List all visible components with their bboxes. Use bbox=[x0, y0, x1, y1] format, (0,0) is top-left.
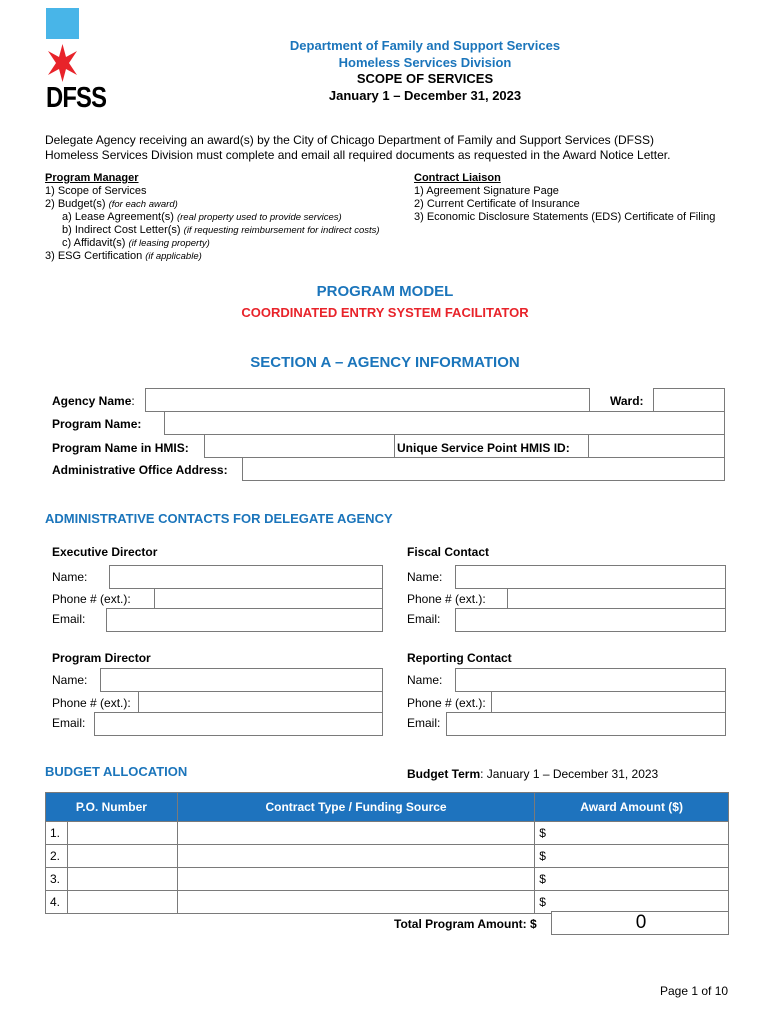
budget-table bbox=[45, 792, 729, 914]
program-model-title: PROGRAM MODEL bbox=[316, 283, 454, 300]
row-number: 1. bbox=[46, 822, 68, 845]
award-amount-cell[interactable]: $ bbox=[535, 868, 729, 891]
total-program-amount-value: 0 bbox=[635, 912, 647, 933]
exec-email-label: Email: bbox=[52, 612, 86, 626]
unique-id-label: Unique Service Point HMIS ID: bbox=[397, 441, 570, 455]
cl-item-1: 1) Agreement Signature Page bbox=[414, 185, 559, 197]
header-date: January 1 – December 31, 2023 bbox=[328, 87, 522, 103]
agency-name-label: Agency Name: bbox=[52, 394, 135, 408]
program-name-field[interactable] bbox=[164, 411, 725, 435]
executive-director-heading: Executive Director bbox=[52, 545, 158, 559]
admin-address-label: Administrative Office Address: bbox=[52, 463, 228, 477]
intro-text bbox=[45, 133, 670, 162]
fiscal-phone-field[interactable] bbox=[507, 588, 726, 610]
page-number: Page 1 of 10 bbox=[660, 984, 729, 998]
pd-email-label: Email: bbox=[52, 716, 86, 730]
table-row bbox=[46, 845, 729, 868]
intro-line-2: Homeless Services Division must complete and email all required documents as requested in the Award Notice Letter. bbox=[45, 147, 671, 162]
budget-header-row bbox=[46, 793, 729, 822]
total-program-amount-label: Total Program Amount: $ bbox=[394, 917, 537, 931]
ward-field[interactable] bbox=[653, 388, 725, 412]
intro-line-1: Delegate Agency receiving an award(s) by the City of Chicago Department of Family and Support Services (DFSS) bbox=[45, 133, 654, 147]
rc-name-label: Name: bbox=[407, 673, 443, 687]
contract-type-cell[interactable] bbox=[177, 891, 534, 914]
header-department: Department of Family and Support Services bbox=[289, 38, 561, 53]
award-amount-cell[interactable]: $ bbox=[535, 845, 729, 868]
logo-text: DFSS bbox=[46, 82, 107, 114]
header-scope: SCOPE OF SERVICES bbox=[356, 71, 494, 86]
rc-name-field[interactable] bbox=[455, 668, 726, 692]
award-amount-cell[interactable]: $ bbox=[535, 822, 729, 845]
fiscal-name-field[interactable] bbox=[455, 565, 726, 589]
reporting-contact-heading: Reporting Contact bbox=[407, 651, 512, 665]
budget-term: Budget Term: January 1 – December 31, 2023 bbox=[407, 767, 659, 781]
unique-id-field[interactable] bbox=[588, 434, 725, 458]
fiscal-phone-label: Phone # (ext.): bbox=[407, 592, 486, 606]
po-number-cell[interactable] bbox=[67, 822, 177, 845]
agency-name-field[interactable] bbox=[145, 388, 590, 412]
logo-square bbox=[46, 8, 79, 39]
admin-address-field[interactable] bbox=[242, 457, 725, 481]
exec-name-label: Name: bbox=[52, 570, 88, 584]
dfss-logo bbox=[46, 8, 107, 114]
award-amount-cell[interactable]: $ bbox=[535, 891, 729, 914]
contract-type-cell[interactable] bbox=[177, 845, 534, 868]
rc-phone-label: Phone # (ext.): bbox=[407, 696, 486, 710]
pd-phone-label: Phone # (ext.): bbox=[52, 696, 131, 710]
header bbox=[200, 38, 650, 104]
contacts-title: ADMINISTRATIVE CONTACTS FOR DELEGATE AGENCY bbox=[45, 511, 393, 526]
pm-item-2b: b) Indirect Cost Letter(s) (if requesting reimbursement for indirect costs) bbox=[62, 224, 380, 236]
pd-name-field[interactable] bbox=[100, 668, 383, 692]
pm-item-1: 1) Scope of Services bbox=[45, 185, 147, 197]
contract-type-cell[interactable] bbox=[177, 868, 534, 891]
section-a-title: SECTION A – AGENCY INFORMATION bbox=[250, 354, 520, 371]
program-name-hmis-field[interactable] bbox=[204, 434, 395, 458]
pd-email-field[interactable] bbox=[94, 712, 383, 736]
exec-phone-field[interactable] bbox=[154, 588, 383, 610]
po-number-cell[interactable] bbox=[67, 845, 177, 868]
contract-type-cell[interactable] bbox=[177, 822, 534, 845]
table-row bbox=[46, 868, 729, 891]
program-manager-heading: Program Manager bbox=[45, 172, 139, 184]
rc-phone-field[interactable] bbox=[491, 691, 726, 713]
award-amount-header: Award Amount ($) bbox=[535, 793, 729, 822]
program-model-subtitle: COORDINATED ENTRY SYSTEM FACILITATOR bbox=[241, 305, 529, 320]
contract-type-header: Contract Type / Funding Source bbox=[177, 793, 534, 822]
pm-item-2: 2) Budget(s) (for each award) bbox=[45, 198, 178, 210]
contract-liaison-heading: Contract Liaison bbox=[414, 172, 501, 184]
pm-item-2a: a) Lease Agreement(s) (real property used to provide services) bbox=[62, 211, 342, 223]
star-icon bbox=[46, 42, 79, 84]
fiscal-name-label: Name: bbox=[407, 570, 443, 584]
po-number-header: P.O. Number bbox=[46, 793, 178, 822]
row-number: 3. bbox=[46, 868, 68, 891]
cl-item-2: 2) Current Certificate of Insurance bbox=[414, 198, 580, 210]
exec-phone-label: Phone # (ext.): bbox=[52, 592, 131, 606]
po-number-cell[interactable] bbox=[67, 868, 177, 891]
program-manager-list bbox=[45, 172, 380, 263]
program-name-hmis-label: Program Name in HMIS: bbox=[52, 441, 189, 455]
rc-email-label: Email: bbox=[407, 716, 441, 730]
program-name-label: Program Name: bbox=[52, 417, 142, 431]
fiscal-email-field[interactable] bbox=[455, 608, 726, 632]
po-number-cell[interactable] bbox=[67, 891, 177, 914]
fiscal-email-label: Email: bbox=[407, 612, 441, 626]
row-number: 4. bbox=[46, 891, 68, 914]
pd-name-label: Name: bbox=[52, 673, 88, 687]
fiscal-contact-heading: Fiscal Contact bbox=[407, 545, 490, 559]
pm-item-3: 3) ESG Certification (if applicable) bbox=[45, 250, 202, 262]
row-number: 2. bbox=[46, 845, 68, 868]
contract-liaison-list bbox=[414, 172, 715, 224]
header-division: Homeless Services Division bbox=[338, 54, 512, 70]
budget-title: BUDGET ALLOCATION bbox=[45, 764, 188, 779]
cl-item-3: 3) Economic Disclosure Statements (EDS) Certificate of Filing bbox=[414, 211, 716, 223]
exec-email-field[interactable] bbox=[106, 608, 383, 632]
program-director-heading: Program Director bbox=[52, 651, 151, 665]
ward-label: Ward: bbox=[610, 394, 644, 408]
exec-name-field[interactable] bbox=[109, 565, 383, 589]
rc-email-field[interactable] bbox=[446, 712, 726, 736]
pd-phone-field[interactable] bbox=[138, 691, 383, 713]
pm-item-2c: c) Affidavit(s) (if leasing property) bbox=[62, 237, 210, 249]
table-row bbox=[46, 822, 729, 845]
total-program-amount-field[interactable] bbox=[551, 911, 729, 935]
